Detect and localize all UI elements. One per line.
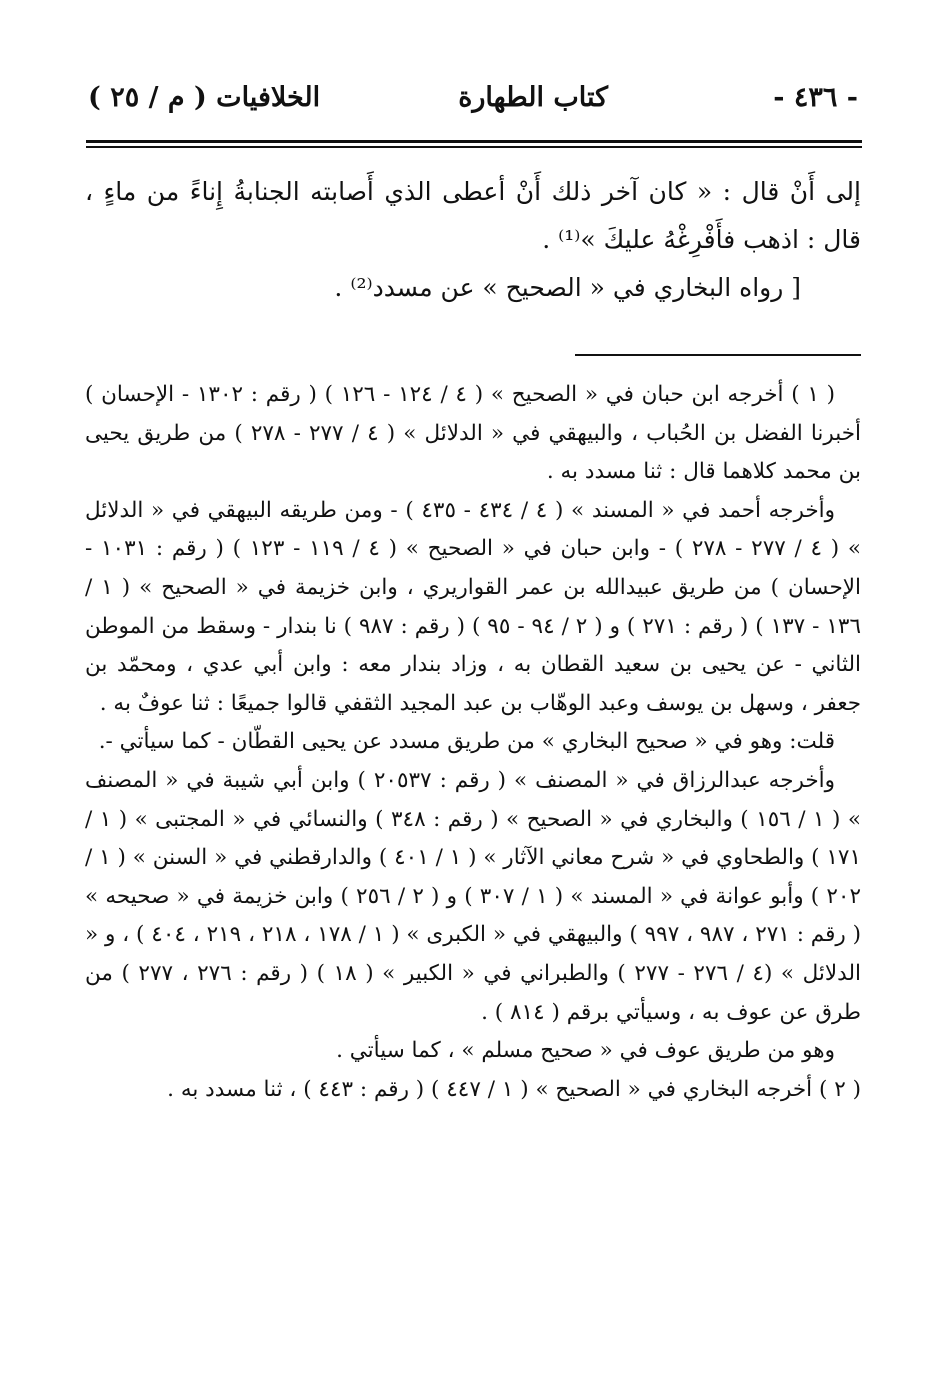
main-text xyxy=(85,168,861,312)
main-paragraph: [ رواه البخاري في « الصحيح » عن مسدد⁽²⁾ . xyxy=(334,273,801,302)
footnote-separator xyxy=(575,354,861,356)
running-head: الخلافيات ( م / ٢٥ ) xyxy=(88,82,321,113)
footnote-paragraph: ( ٢ ) أخرجه البخاري في « الصحيح » ( ١ / ٤٤٧ ) ( رقم : ٤٤٣ ) ، ثنا مسدد به . xyxy=(167,1076,861,1102)
book-title: كتاب الطهارة xyxy=(458,82,608,113)
page-number: - ٤٣٦ - xyxy=(773,82,858,113)
footnote-paragraph: وأخرجه أحمد في « المسند » ( ٤ / ٤٣٤ - ٤٣٥ ) - ومن طريقه البيهقي في « الدلائل » ( ٤ / ٢٧٧ - ٢٧٨ ) - وابن حبان في « الصحيح » ( ٤ / ١١٩ - ١٢٣ ) ( رقم : ١٠٣١ - الإحسان ) من طريق عبيدالله بن عمر القواريري ، وابن خزيمة في « الصحيح » ( ١ / ١٣٦ - ١٣٧ ) ( رقم : ٢٧١ ) و ( ٢ / ٩٤ - ٩٥ ) ( رقم : ٩٨٧ ) نا بندار - وسقط من الموطن الثاني - عن يحيى بن سعيد القطان به ، وزاد بندار معه : وابن أبي عدي ، ومحمّد بن جعفر ، وسهل بن يوسف وعبد الوهّاب بن عبد المجيد الثقفي قالوا جميعًا : ثنا عوفٌ به . xyxy=(85,497,862,716)
footnote-paragraph: ( ١ ) أخرجه ابن حبان في « الصحيح » ( ٤ / ١٢٤ - ١٢٦ ) ( رقم : ١٣٠٢ - الإحسان ) أخبرنا الفضل بن الحُباب ، والبيهقي في « الدلائل » ( ٤ / ٢٧٧ - ٢٧٨ ) من طريق يحيى بن محمد كلاهما قال : ثنا مسدد به . xyxy=(85,382,861,485)
footnote-paragraph: وهو من طريق عوف في « صحيح مسلم » ، كما سيأتي . xyxy=(336,1038,835,1064)
footnote-paragraph: قلت: وهو في « صحيح البخاري » من طريق مسدد عن يحيى القطّان - كما سيأتي -. xyxy=(98,729,835,755)
header-rule-thin xyxy=(86,146,862,148)
main-paragraph: إلى أَنْ قال : « كان آخر ذلك أَنْ أعطى الذي أَصابته الجنابةُ إِناءً من ماءٍ ، قال : اذهب فأَفْرِغْهُ عليكَ »⁽¹⁾ . xyxy=(85,177,861,254)
page-header xyxy=(88,80,858,124)
footnote-paragraph: وأخرجه عبدالرزاق في « المصنف » ( رقم : ٢٠٥٣٧ ) وابن أبي شيبة في « المصنف » ( ١ / ١٥٦ ) والبخاري في « الصحيح » ( رقم : ٣٤٨ ) والنسائي في « المجتبى » ( ١ / ١٧١ ) والطحاوي في « شرح معاني الآثار » ( ١ / ٤٠١ ) والدارقطني في « السنن » ( ١ / ٢٠٢ ) وأبو عوانة في « المسند » ( ١ / ٣٠٧ ) و ( ٢ / ٢٥٦ ) وابن خزيمة في « صحيحه » ( رقم : ٢٧١ ، ٩٨٧ ، ٩٩٧ ) والبيهقي في « الكبرى » ( ١ / ١٧٨ ، ٢١٨ ، ٢١٩ ، ٤٠٤ ) ، و « الدلائل » (٤ / ٢٧٦ - ٢٧٧ ) والطبراني في « الكبير » ( ١٨ ) ( رقم : ٢٧٦ ، ٢٧٧ ) من طرق عن عوف به ، وسيأتي برقم ( ٨١٤ ) . xyxy=(85,767,862,1025)
header-rule-thick xyxy=(86,140,862,143)
footnotes xyxy=(85,376,861,1109)
